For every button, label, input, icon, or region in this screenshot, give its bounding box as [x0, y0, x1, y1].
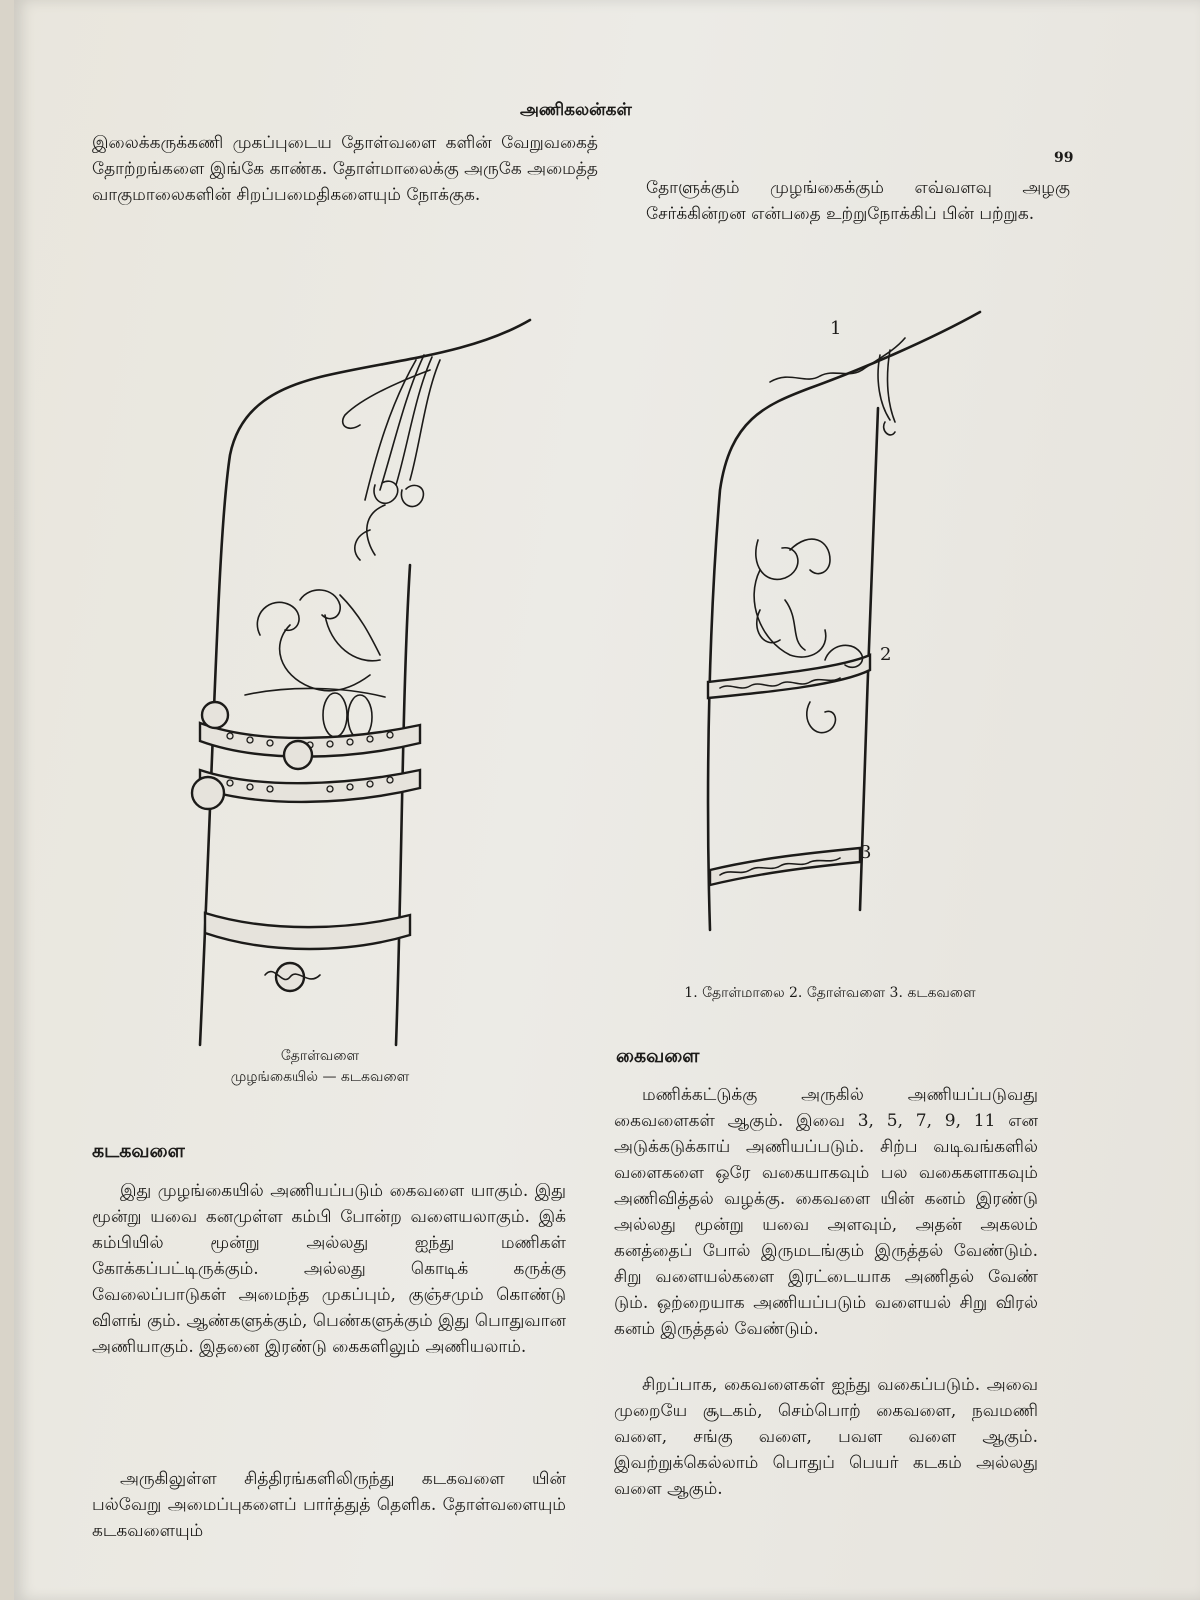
figure-label-2: 2: [880, 644, 892, 665]
section-heading-kai-valai: கைவளை: [616, 1045, 700, 1067]
left-intro-paragraph: இலைக்கருக்கணி முகப்புடைய தோள்வளை களின் வேறுவகைத் தோற்றங்களை இங்கே காண்க. தோள்மாலைக்கு அருகே அமைத்த வாகுமாலைகளின் சிறப்பமைதிகளையும் நோக்குக.: [92, 133, 598, 205]
kai-valai-paragraph-2: சிறப்பாக, கைவளைகள் ஐந்து வகைப்படும். அவை முறையே சூடகம், செம்பொற் கைவளை, நவமணி வளை, சங்கு வளை, பவள வளை ஆகும். இவற்றுக்கெல்லாம் பொதுப் பெயர் கடகம் அல்லது வளை ஆகும்.: [614, 1375, 1038, 1499]
left-figure-caption-line1: தோள்வளை: [280, 1048, 360, 1064]
right-intro-paragraph: தோளுக்கும் முழங்கைக்கும் எவ்வளவு அழகு சேர்க்கின்றன என்பதை உற்றுநோக்கிப் பின் பற்றுக.: [646, 178, 1070, 224]
figure-label-1: 1: [830, 318, 842, 339]
armlet-illustration-right: [690, 310, 1020, 960]
left-figure-caption-line2: முழங்கையில் — கடகவளை: [230, 1069, 410, 1085]
kai-valai-paragraph: மணிக்கட்டுக்கு அருகில் அணியப்படுவது கைவளைகள் ஆகும். இவை 3, 5, 7, 9, 11 என அடுக்கடுக்காய் அணியப்படும். சிற்ப வடிவங்களில் வளைகளை ஒரே வகையாகவும் பல வகைகளாகவும் அணிவித்தல் வழக்கு. கைவளை யின் கனம் இரண்டு அல்லது மூன்று யவை அளவும், அதன் அகலம் கனத்தைப் போல் இருமடங்கும் இருத்தல் வேண்டும். சிறு வளையல்களை இரட்டையாக அணிதல் வேண் டும். ஒற்றையாக அணியப்படும் வளையல் சிறு விரல் கனம் இருத்தல் வேண்டும்.: [614, 1085, 1038, 1339]
kadaga-valai-paragraph: இது முழங்கையில் அணியப்படும் கைவளை யாகும். இது மூன்று யவை கனமுள்ள கம்பி போன்ற வளையலாகும். இக் கம்பியில் மூன்று அல்லது ஐந்து மணிகள் கோக்கப்பட்டிருக்கும். அல்லது கொடிக் கருக்கு வேலைப்பாடுகள் அமைந்த முகப்பும், குஞ்சமும் கொண்டு விளங் கும். ஆண்களுக்கும், பெண்களுக்கும் இது பொதுவான அணியாகும். இதனை இரண்டு கைகளிலும் அணியலாம்.: [92, 1181, 566, 1357]
running-header: அணிகலன்கள்: [520, 100, 632, 120]
section-heading-kadaga-valai: கடகவளை: [92, 1140, 185, 1162]
right-figure-caption: 1. தோள்மாலை 2. தோள்வளை 3. கடகவளை: [684, 985, 976, 1001]
armlet-illustration-left: [170, 315, 570, 1050]
kadaga-valai-paragraph-2: அருகிலுள்ள சித்திரங்களிலிருந்து கடகவளை யின் பல்வேறு அமைப்புகளைப் பார்த்துத் தெளிக. தோள்வளையும் கடகவளையும்: [92, 1469, 566, 1541]
page-number: 99: [1054, 150, 1074, 166]
figure-label-3: 3: [860, 842, 872, 863]
